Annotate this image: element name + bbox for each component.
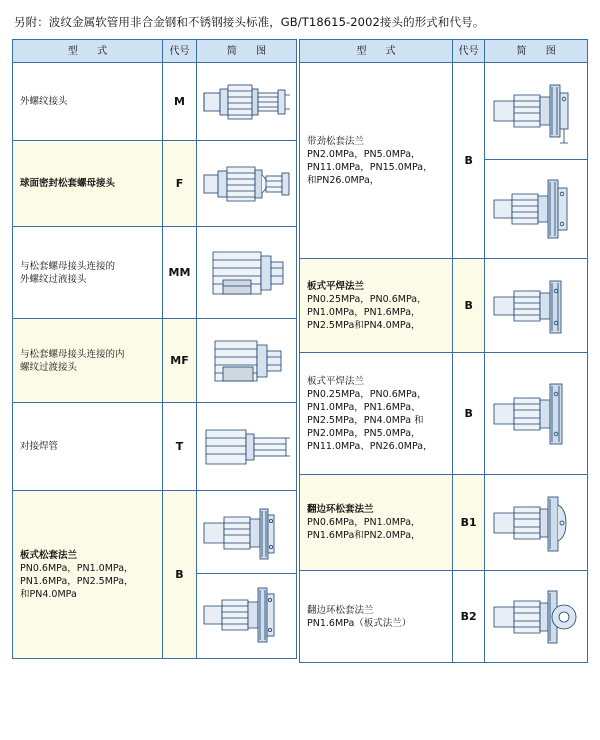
row-figure-cell (197, 319, 297, 403)
male-transition-connector-icon (197, 236, 296, 310)
table-row (300, 475, 588, 571)
table-header-row (300, 40, 588, 63)
row-type-cell: 与松套螺母接头连接的内 螺纹过渡接头 (13, 319, 163, 403)
row-figure-cell (485, 63, 588, 259)
row-figure-cell (197, 227, 297, 319)
female-transition-connector-icon (197, 327, 296, 395)
row-type-cell: 翻边环松套法兰 PN1.6MPa（板式法兰） (300, 571, 453, 663)
row-type-cell: 板式平焊法兰 PN0.25MPa，PN0.6MPa， PN1.0MPa，PN1.6MPa、 PN2.5MPa，PN4.0MPa 和 PN2.0MPa，PN5.0MPa， PN11.0MPa、PN26.0MPa， (300, 353, 453, 475)
page-title: 另附：波纹金属软管用非合金钢和不锈钢接头标准，GB/T18615-2002接头的形式和代号。 (14, 15, 485, 29)
table-row (13, 491, 297, 659)
header-code: 代号 (163, 40, 197, 63)
flared-ring-lap-flange-plate-icon (485, 579, 587, 655)
row-code-cell: B2 (453, 571, 485, 663)
lap-joint-flange-b-icon (197, 574, 296, 656)
row-type-cell: 球面密封松套螺母接头 (13, 141, 163, 227)
row-code-cell: MM (163, 227, 197, 319)
row-code-cell: B (163, 491, 197, 659)
table-header-row (13, 40, 297, 63)
table-row (300, 63, 588, 259)
row-type-cell: 翻边环松套法兰 PN0.6MPa，PN1.0MPa， PN1.6MPa和PN2.0MPa， (300, 475, 453, 571)
row-figure-cell (485, 353, 588, 475)
row-type-cell: 外螺纹接头 (13, 63, 163, 141)
row-figure-cell (485, 571, 588, 663)
lap-joint-flange-a-icon (197, 493, 296, 574)
flared-ring-lap-flange-icon (485, 483, 587, 563)
header-type: 型 式 (13, 40, 163, 63)
header-type: 型 式 (300, 40, 453, 63)
row-type-cell: 板式平焊法兰 PN0.25MPa，PN0.6MPa， PN1.0MPa，PN1.6MPa， PN2.5MPa和PN4.0MPa， (300, 259, 453, 353)
table-row (13, 227, 297, 319)
row-type-cell: 板式松套法兰 PN0.6MPa，PN1.0MPa， PN1.6MPa，PN2.5MPa， 和PN4.0MPa (13, 491, 163, 659)
row-code-cell: B (453, 63, 485, 259)
row-figure-cell (197, 141, 297, 227)
spherical-union-nut-connector-icon (197, 151, 296, 217)
table-row (300, 571, 588, 663)
row-figure-cell (485, 475, 588, 571)
table-row (300, 353, 588, 475)
table-row (13, 141, 297, 227)
header-code: 代号 (453, 40, 485, 63)
table-row (13, 403, 297, 491)
row-code-cell: T (163, 403, 197, 491)
butt-weld-pipe-icon (197, 412, 296, 482)
row-code-cell: M (163, 63, 197, 141)
row-figure-cell (485, 259, 588, 353)
row-type-cell: 带劲松套法兰 PN2.0MPa，PN5.0MPa， PN11.0MPa，PN15.0MPa， 和PN26.0MPa， (300, 63, 453, 259)
row-figure-cell (197, 63, 297, 141)
plate-slip-on-flange-b-icon (485, 366, 587, 462)
table-row (13, 63, 297, 141)
ribbed-lap-flange-a-icon (485, 63, 587, 160)
plate-slip-on-flange-a-icon (485, 267, 587, 345)
row-code-cell: B (453, 259, 485, 353)
row-type-cell: 与松套螺母接头连接的 外螺纹过液接头 (13, 227, 163, 319)
row-code-cell: F (163, 141, 197, 227)
tables-container (12, 39, 588, 663)
row-code-cell: B1 (453, 475, 485, 571)
row-type-cell: 对接焊管 (13, 403, 163, 491)
header-figure: 简 图 (485, 40, 588, 63)
row-figure-cell (197, 403, 297, 491)
ribbed-lap-flange-b-icon (485, 160, 587, 258)
header-figure: 简 图 (197, 40, 297, 63)
threaded-male-connector-icon (197, 71, 296, 133)
row-code-cell: B (453, 353, 485, 475)
table-row (300, 259, 588, 353)
left-specification-table (12, 39, 297, 659)
right-specification-table (299, 39, 588, 663)
row-figure-cell (197, 491, 297, 659)
row-code-cell: MF (163, 319, 197, 403)
table-row (13, 319, 297, 403)
